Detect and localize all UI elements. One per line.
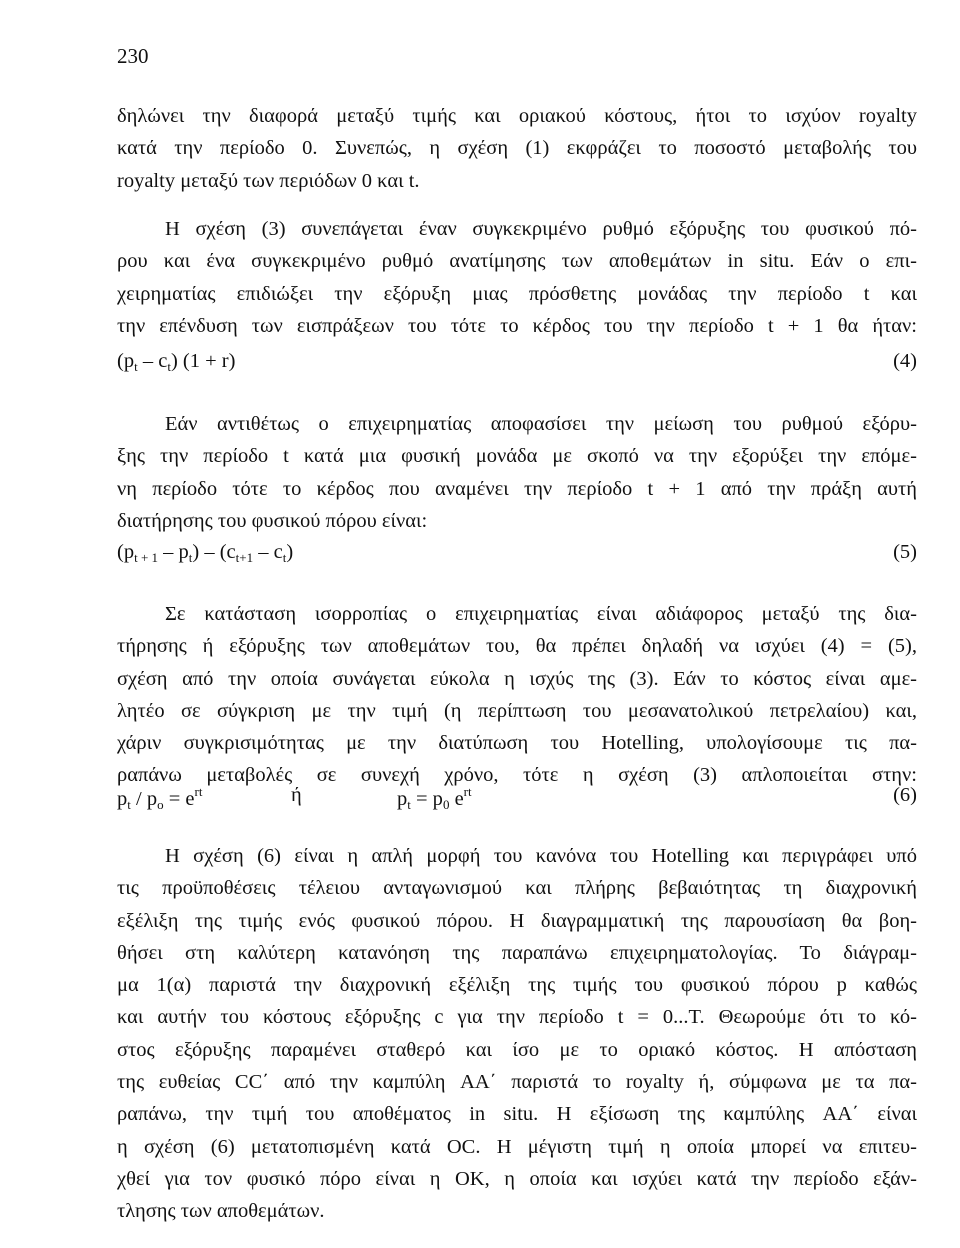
equation-4-formula: $(p_t - c_t) (1 + r)$: [117, 350, 236, 374]
text-line: Η σχέση (6) είναι η απλή μορφή του κανόνα του Hotelling και περιγράφει υπό: [165, 845, 917, 867]
text-line: ραπάνω μεταβολές σε συνεχή χρόνο, τότε η σχέση (3) απλοποιείται στην:: [117, 764, 917, 787]
text-line: της ευθείας CC΄ από την καμπύλη AA΄ παριστά το royalty ή, σύμφωνα με τα πα-: [117, 1071, 917, 1094]
text-line: στος εξόρυξης παραμένει σταθερό και ίσο με το οριακό κόστος. Η απόσταση: [117, 1038, 917, 1061]
text-line: και αυτήν του κόστους εξόρυξης c για την περίοδο t = 0...T. Θεωρούμε ότι το κό-: [117, 1006, 917, 1029]
equation-5-number: (5): [893, 541, 917, 563]
text-line: χθεί για τον φυσικό πόρο είναι η OK, η οποία και ισχύει κατά την περίοδο εξάν-: [117, 1167, 917, 1190]
text-line: Εάν αντιθέτως ο επιχειρηματίας αποφασίσει την μείωση του ρυθμού εξόρυ-: [165, 413, 917, 435]
equation-5-formula: $(p_{t + 1} - p_t) - (c_{t+1} - c_t)$: [117, 541, 294, 565]
text-line: ραπάνω, την τιμή του αποθέματος in situ. Η εξίσωση της καμπύλης AA΄ είναι: [117, 1103, 917, 1126]
text-line: λητέο σε σύγκριση με την τιμή (η περίπτωση του μεσανατολικού πετρελαίου) και,: [117, 699, 917, 722]
equation-4-number: (4): [893, 350, 917, 372]
text-line: κατά την περίοδο 0. Συνεπώς, η σχέση (1) εκφράζει το ποσοστό μεταβολής του: [117, 137, 917, 160]
equation-6: [117, 784, 917, 816]
text-line: royalty μεταξύ των περιόδων 0 και t.: [117, 169, 420, 192]
paragraph-2: [117, 213, 917, 342]
text-line: τήρησης ή εξόρυξης των αποθεμάτων του, θα πρέπει δηλαδή να ισχύει (4) = (5),: [117, 635, 917, 658]
paragraph-4: [117, 598, 917, 792]
equation-6-or: ή: [291, 784, 302, 806]
paragraph-3: [117, 408, 917, 537]
paragraph-5: [117, 840, 917, 1228]
page-number: 230: [117, 44, 149, 68]
equation-6-right: $p_t = p_0$ $e^{rt}$: [397, 784, 472, 812]
text-line: Η σχέση (3) συνεπάγεται έναν συγκεκριμένο ρυθμό εξόρυξης του φυσικού πό-: [165, 218, 917, 240]
text-line: ρου και ένα συγκεκριμένο ρυθμό ανατίμησης των αποθεμάτων in situ. Εάν ο επι-: [117, 250, 917, 273]
text-line: ξης την περίοδο t κατά μια φυσική μονάδα με σκοπό να την εξορύξει την επόμε-: [117, 445, 917, 468]
text-line: θήσει στη καλύτερη κατανόηση της παραπάνω επιχειρηματολογίας. Το διάγραμ-: [117, 941, 917, 964]
equation-6-number: (6): [893, 784, 917, 806]
text-line: χάριν συγκρισιμότητας με την διατύπωση του Hotelling, υπολογίσουμε τις πα-: [117, 732, 917, 755]
text-line: την επένδυση των εισπράξεων του τότε το κέρδος του την περίοδο t + 1 θα ήταν:: [117, 314, 917, 337]
text-line: δηλώνει την διαφορά μεταξύ τιμής και οριακού κόστους, ήτοι το ισχύον royalty: [117, 105, 917, 127]
text-line: τις προϋποθέσεις τέλειου ανταγωνισμού και πλήρης βεβαιότητας τη διαχρονική: [117, 877, 917, 900]
equation-6-left: $p_t / p_o = e^{rt}$: [117, 784, 203, 812]
equation-4: [117, 350, 917, 382]
text-line: χειρηματίας επιδιώξει την εξόρυξη μιας πρόσθετης μονάδας την περίοδο t και: [117, 282, 917, 305]
text-line: νη περίοδο τότε το κέρδος που αναμένει την περίοδο t + 1 από την πράξη αυτή: [117, 477, 917, 500]
paragraph-1: [117, 100, 917, 197]
text-line: τλησης των αποθεμάτων.: [117, 1200, 325, 1223]
text-line: μα 1(α) παριστά την διαχρονική εξέλιξη της τιμής του φυσικού πόρου p καθώς: [117, 974, 917, 997]
text-line: εξέλιξη της τιμής ενός φυσικού πόρου. Η διαγραμματική της παρουσίαση θα βοη-: [117, 909, 917, 932]
text-line: σχέση από την οποία συνάγεται εύκολα η ισχύς της (3). Εάν το κόστος είναι αμε-: [117, 667, 917, 690]
text-line: Σε κατάσταση ισορροπίας ο επιχειρηματίας είναι αδιάφορος μεταξύ της δια-: [165, 603, 917, 625]
equation-5: [117, 541, 917, 573]
text-line: διατήρησης του φυσικού πόρου είναι:: [117, 509, 428, 532]
text-line: η σχέση (6) μετατοπισμένη κατά OC. Η μέγιστη τιμή η οποία μπορεί να επιτευ-: [117, 1135, 917, 1158]
